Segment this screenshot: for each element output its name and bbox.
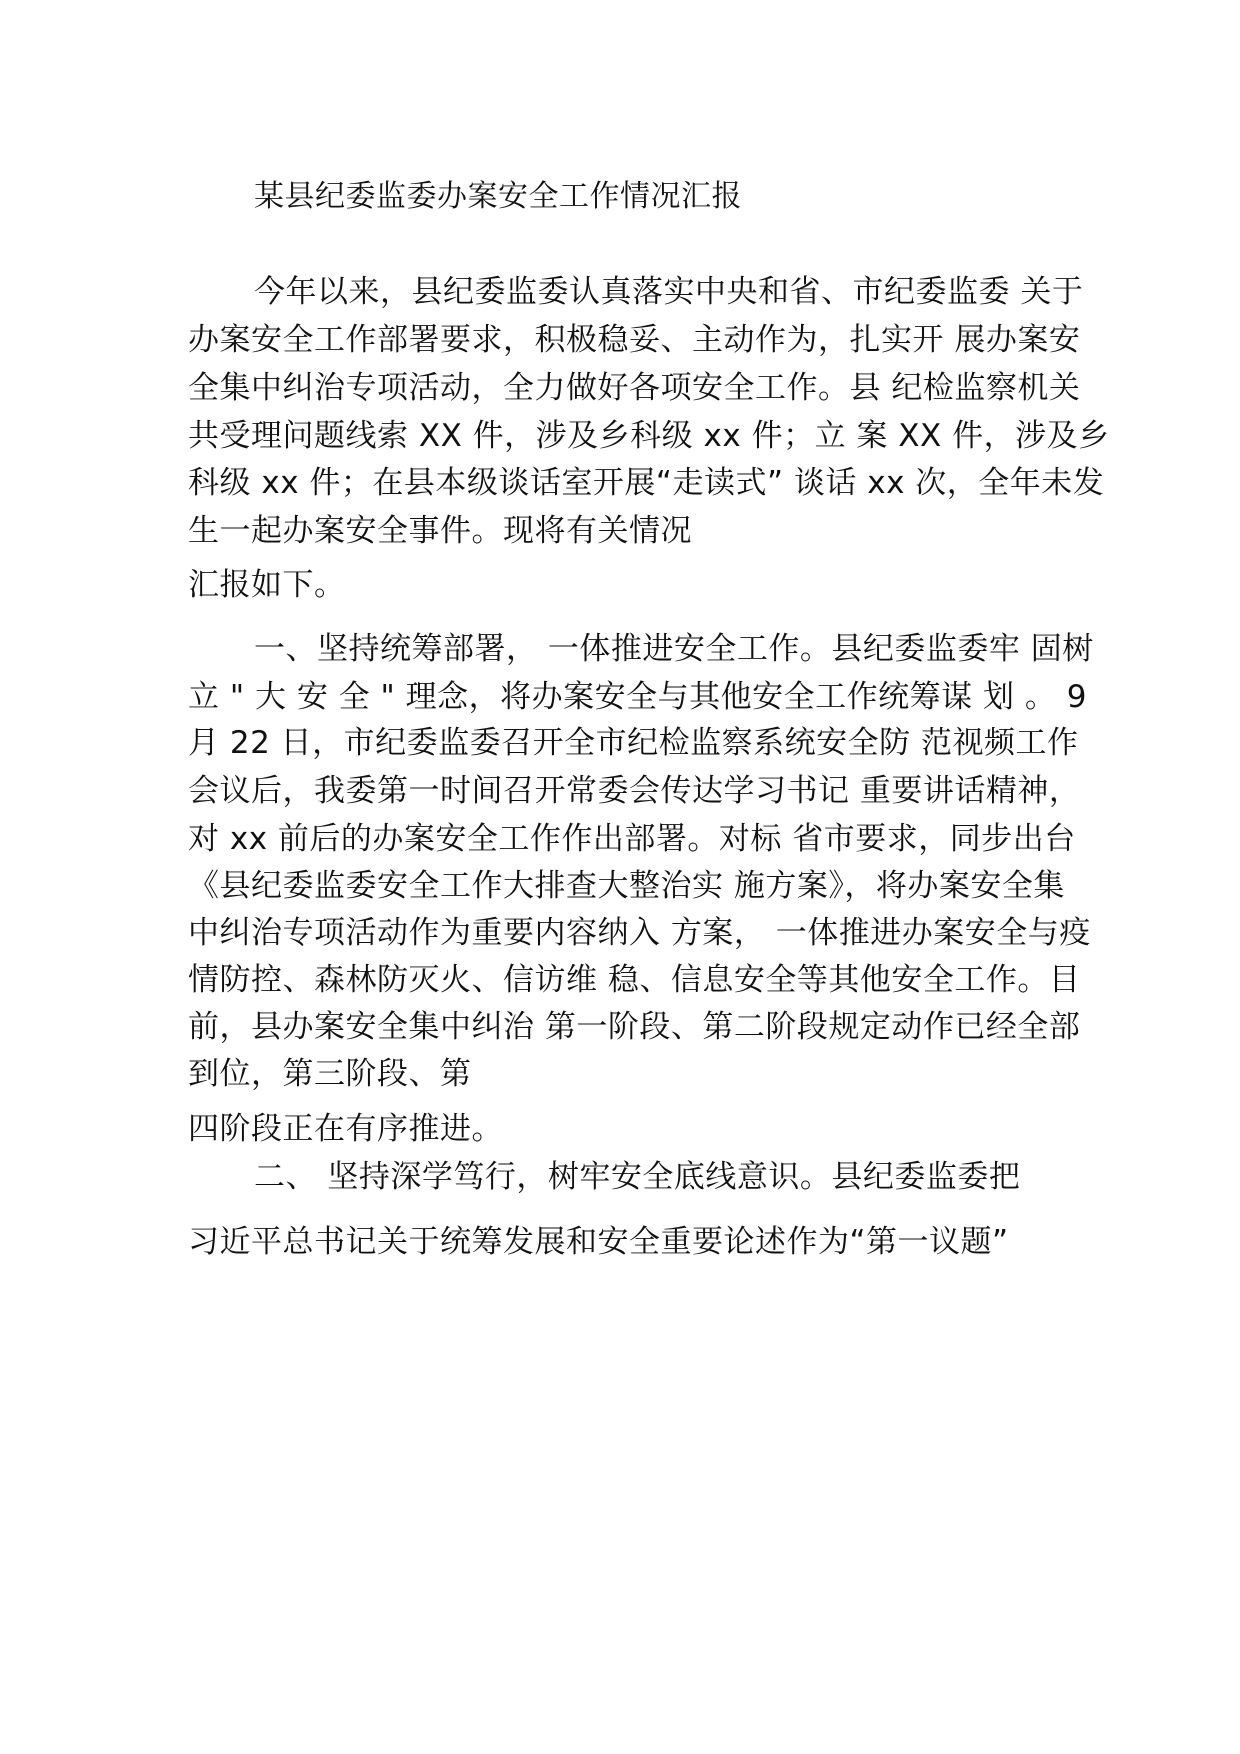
section-heading-2: 二、 坚持深学笃行，树牢安全底线意识。县纪委监委把 [254,1159,1021,1195]
paragraph-line: 科级 xx 件；在县本级谈话室开展“走读式” 谈话 xx 次，全年未发 [188,465,1105,501]
paragraph-line: 前，县办案安全集中纠治 第一阶段、第二阶段规定动作已经全部 [188,1009,1081,1045]
section-heading-1: 一、坚持统筹部署， 一体推进安全工作。县纪委监委牢 固树 [254,631,1094,667]
paragraph-line: 《县纪委监委安全工作大排查大整治实 施方案》，将办案安全集 [188,868,1065,904]
paragraph-line: 月 22 日，市纪委监委召开全市纪检监察系统安全防 范视频工作 [188,725,1079,761]
paragraph-line: 今年以来，县纪委监委认真落实中央和省、市纪委监委 关于 [254,274,1084,310]
paragraph-line: 生一起办案安全事件。现将有关情况 [188,513,692,549]
paragraph-line: 习近平总书记关于统筹发展和安全重要论述作为“第一议题” [188,1224,1009,1260]
document-title: 某县纪委监委办案安全工作情况汇报 [254,179,742,214]
paragraph-line: 汇报如下。 [188,567,346,603]
paragraph-line: 会议后，我委第一时间召开常委会传达学习书记 重要讲话精神， [188,773,1081,809]
paragraph-line: 到位，第三阶段、第 [188,1056,472,1092]
paragraph-line: 办案安全工作部署要求，积极稳妥、主动作为，扎实开 展办案安 [188,322,1081,358]
paragraph-line: 对 xx 前后的办案安全工作作出部署。对标 省市要求，同步出台 [188,821,1076,857]
paragraph-line: 共受理问题线索 XX 件，涉及乡科级 xx 件；立 案 XX 件，涉及乡 [188,418,1110,454]
paragraph-line: 中纠治专项活动作为重要内容纳入 方案， 一体推进办案安全与疫 [188,915,1091,951]
paragraph-line: 情防控、森林防灭火、信访维 稳、信息安全等其他安全工作。目 [188,962,1081,998]
paragraph-line: 四阶段正在有序推进。 [188,1111,503,1147]
paragraph-line: 全集中纠治专项活动，全力做好各项安全工作。县 纪检监察机关 [188,370,1081,406]
paragraph-line: 立 " 大 安 全 " 理念，将办案安全与其他安全工作统筹谋 划 。 9 [188,679,1087,715]
